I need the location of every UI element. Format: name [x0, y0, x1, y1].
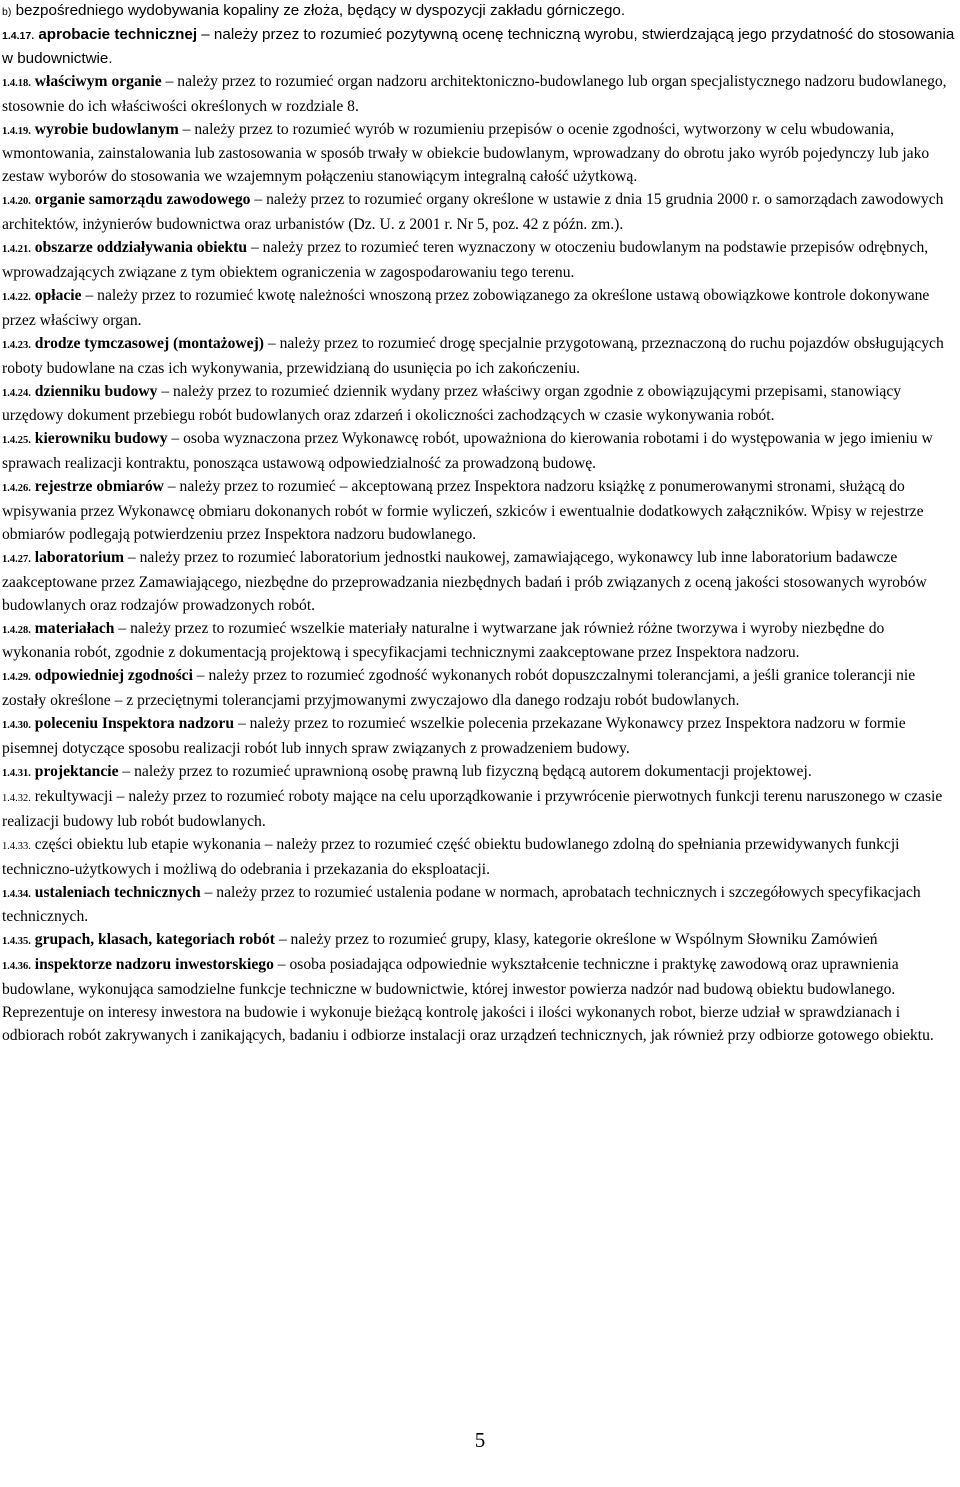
definition-1-4-28 — [2, 618, 956, 666]
item-number: 1.4.21. — [2, 244, 31, 256]
definition-text: – należy przez to rozumieć teren wyznaczony w otoczeniu budowlanym na podstawie przepisów odrębnych, wprowadzających związane z tym obiektem ograniczenia w zagospodarowaniu tego terenu. — [2, 239, 929, 281]
defined-term: wyrobie budowlanym — [34, 120, 179, 138]
defined-term: grupach, klasach, kategoriach robót — [34, 931, 275, 949]
item-number: 1.4.32. — [2, 792, 31, 804]
definition-text: – należy przez to rozumieć dziennik wydany przez właściwy organ zgodnie z obowiązującymi przepisami, stanowiący urzędowy dokument przebiegu robót budowlanych oraz zdarzeń i okoliczności zachodzących w czasie wykonywania robót. — [2, 382, 902, 425]
defined-term: aprobacie technicznej — [38, 25, 198, 43]
definition-1-4-17 — [2, 24, 956, 71]
defined-term: materiałach — [34, 619, 115, 637]
defined-term: ustaleniach technicznych — [34, 883, 201, 901]
item-number: 1.4.31. — [2, 768, 31, 779]
item-number: 1.4.22. — [2, 291, 31, 303]
page-number: 5 — [474, 1428, 486, 1452]
definition-text: – należy przez to rozumieć kwotę należności wnoszoną przez zobowiązanego za określone ustawą obowiązkowe kontrole dokonywane przez właściwy organ. — [2, 286, 930, 329]
definition-1-4-27 — [2, 547, 956, 618]
item-number: 1.4.26. — [2, 483, 31, 495]
item-number: 1.4.34. — [2, 888, 31, 900]
definition-1-4-22 — [2, 285, 956, 333]
item-number: 1.4.24. — [2, 387, 31, 399]
definition-text: – osoba posiadająca odpowiednie wykształcenie techniczne i praktykę zawodową oraz uprawnienia budowlane, wykonująca samodzielne funkcje techniczne w budownictwie, której inwestor powierza nadzór nad budową obiektu budowlanego. Reprezentuje on interesy inwestora na budowie i wykonuje bieżącą kontrolę jakości i ilości wykonanych robot, bierze udział w sprawdzianach i odbiorach robót zakrywanych i zanikających, badaniu i odbiorze instalacji oraz urządzeń technicznych, jak również przy odbiorze gotowego obiektu. — [2, 956, 934, 1044]
item-number: 1.4.33. — [2, 840, 31, 852]
item-number: 1.4.30. — [2, 720, 31, 732]
definition-text: – należy przez to rozumieć część obiektu budowlanego zdolną do spełniania przewidywanych funkcji techniczno-użytkowych i możliwą do odebrania i przekazania do eksploatacji. — [2, 835, 900, 878]
item-number: 1.4.20. — [2, 196, 31, 208]
definition-text: – należy przez to rozumieć – akceptowaną przez Inspektora nadzoru książkę z ponumerowanymi stronami, służącą do wpisywania przez Wykonawcę obmiaru dokonanych robót w formie wyliczeń, szkiców i ewentualnie dodatkowych załączników. Wpisy w rejestrze obmiarów podlegają potwierdzeniu przez Inspektora nadzoru budowlanego. — [2, 478, 924, 543]
item-number: 1.4.36. — [2, 961, 31, 973]
document-body — [2, 0, 956, 1048]
definition-text: – należy przez to rozumieć wszelkie polecenia przekazane Wykonawcy przez Inspektora nadzoru w formie pisemnej dotyczące sposobu realizacji robót lub innych spraw związanych z prowadzeniem budowy. — [2, 715, 906, 758]
item-number: 1.4.29. — [2, 672, 31, 684]
definition-text: – należy przez to rozumieć roboty mające na celu uporządkowanie i przywrócenie pierwotnych funkcji terenu naruszonego w czasie realizacji budowy lub robót budowlanych. — [2, 787, 943, 830]
definition-1-4-32 — [2, 786, 956, 834]
item-number: 1.4.25. — [2, 435, 31, 447]
definition-text: – należy przez to rozumieć drogę specjalnie przygotowaną, przeznaczoną do ruchu pojazdów obsługujących roboty budowlane na czas ich wykonywania, przewidzianą do usunięcia po ich zakończeniu. — [2, 334, 944, 377]
definition-text: – należy przez to rozumieć ustalenia podane w normach, aprobatach technicznych i szczegółowych specyfikacjach technicznych. — [2, 883, 921, 926]
defined-term: rejestrze obmiarów — [34, 478, 164, 496]
paragraph-item-b — [2, 0, 956, 24]
definition-text: – należy przez to rozumieć zgodność wykonanych robót dopuszczalnymi tolerancjami, a jeśli granice tolerancji nie zostały określone – z przeciętnymi tolerancjami przyjmowanymi zwyczajowo dla danego rodzaju robót budowlanych. — [2, 667, 916, 710]
item-number: 1.4.35. — [2, 936, 31, 948]
item-number: 1.4.28. — [2, 624, 31, 636]
definition-1-4-25 — [2, 428, 956, 476]
definition-1-4-18 — [2, 71, 956, 119]
defined-term: rekultywacji — [34, 787, 113, 805]
defined-term: dzienniku budowy — [34, 382, 158, 400]
definition-text: – osoba wyznaczona przez Wykonawcę robót, upoważniona do kierowania robotami i do występowania w jego imieniu w sprawach realizacji kontraktu, ponosząca ustawową odpowiedzialność za prowadzoną budowę. — [2, 430, 933, 473]
item-number: 1.4.27. — [2, 553, 31, 565]
defined-term: opłacie — [34, 286, 82, 304]
definition-1-4-23 — [2, 333, 956, 381]
defined-term: poleceniu Inspektora nadzoru — [34, 715, 235, 733]
defined-term: kierowniku budowy — [34, 430, 168, 448]
definition-text: – należy przez to rozumieć wyrób w rozumieniu przepisów o ocenie zgodności, wytworzony w celu wbudowania, wmontowania, zainstalowania lub zastosowania w sposób trwały w obiekcie budowlanym, wprowadzany do obrotu jako wyrób pojedynczy lub jako zestaw wyborów do stosowania we wzajemnym połączeniu stanowiącym integralną całość użytkową. — [2, 120, 930, 186]
definition-1-4-19 — [2, 119, 956, 190]
definition-1-4-36 — [2, 954, 956, 1048]
definition-1-4-20 — [2, 189, 956, 237]
defined-term: obszarze oddziaływania obiektu — [34, 239, 248, 257]
definition-text: – należy przez to rozumieć organ nadzoru architektoniczno-budowlanego lub organ specjalistycznego nadzoru budowlanego, stosownie do ich właściwości określonych w rozdziale 8. — [2, 72, 947, 115]
definition-text: – należy przez to rozumieć wszelkie materiały naturalne i wytwarzane jak również różne tworzywa i wyroby niezbędne do wykonania robót, zgodnie z dokumentacją projektową i specyfikacjami technicznymi zaakceptowane przez Inspektora nadzoru. — [2, 619, 885, 662]
defined-term: inspektorze nadzoru inwestorskiego — [34, 956, 274, 974]
definition-text: – należy przez to rozumieć grupy, klasy, kategorie określone w Wspólnym Słowniku Zamówień — [274, 931, 878, 949]
definition-1-4-21 — [2, 237, 956, 285]
definition-text: – należy przez to rozumieć laboratorium jednostki naukowej, zamawiającego, wykonawcy lub inne laboratorium badawcze zaakceptowane przez Zamawiającego, niezbędne do przeprowadzania niezbędnych badań i prób związanych z oceną jakości stosowanych wyrobów budowlanych oraz rodzajów prowadzonych robót. — [2, 548, 927, 614]
defined-term: drodze tymczasowej (montażowej) — [34, 334, 264, 352]
definition-1-4-31 — [2, 761, 956, 786]
definition-1-4-33 — [2, 834, 956, 882]
defined-term: części obiektu lub etapie wykonania — [34, 835, 261, 853]
definition-text: bezpośredniego wydobywania kopaliny ze złoża, będący w dyspozycji zakładu górniczego. — [11, 2, 626, 19]
definition-1-4-29 — [2, 665, 956, 713]
definition-text: – należy przez to rozumieć organy określone w ustawie z dnia 15 grudnia 2000 r. o samorządach zawodowych architektów, inżynierów budownictwa oraz urbanistów (Dz. U. z 2001 r. Nr 5, poz. 42 z późn. zm.). — [2, 191, 944, 234]
item-number: 1.4.23. — [2, 339, 31, 351]
definition-1-4-35 — [2, 929, 956, 954]
defined-term: odpowiedniej zgodności — [34, 667, 193, 685]
definition-text: – należy przez to rozumieć uprawnioną osobę prawną lub fizyczną będącą autorem dokumentacji projektowej. — [118, 763, 812, 780]
item-number: 1.4.19. — [2, 125, 31, 137]
definition-1-4-30 — [2, 713, 956, 761]
item-number: 1.4.18. — [2, 77, 31, 89]
item-number: b) — [2, 6, 12, 18]
definition-1-4-24 — [2, 381, 956, 429]
definition-1-4-34 — [2, 882, 956, 930]
definition-text: – należy przez to rozumieć pozytywną ocenę techniczną wyrobu, stwierdzającą jego przydatność do stosowania w budownictwie. — [2, 25, 955, 67]
defined-term: projektancie — [34, 763, 119, 780]
defined-term: laboratorium — [34, 548, 125, 566]
definition-1-4-26 — [2, 476, 956, 547]
defined-term: organie samorządu zawodowego — [34, 191, 251, 209]
item-number: 1.4.17. — [2, 29, 35, 42]
defined-term: właściwym organie — [34, 72, 162, 90]
